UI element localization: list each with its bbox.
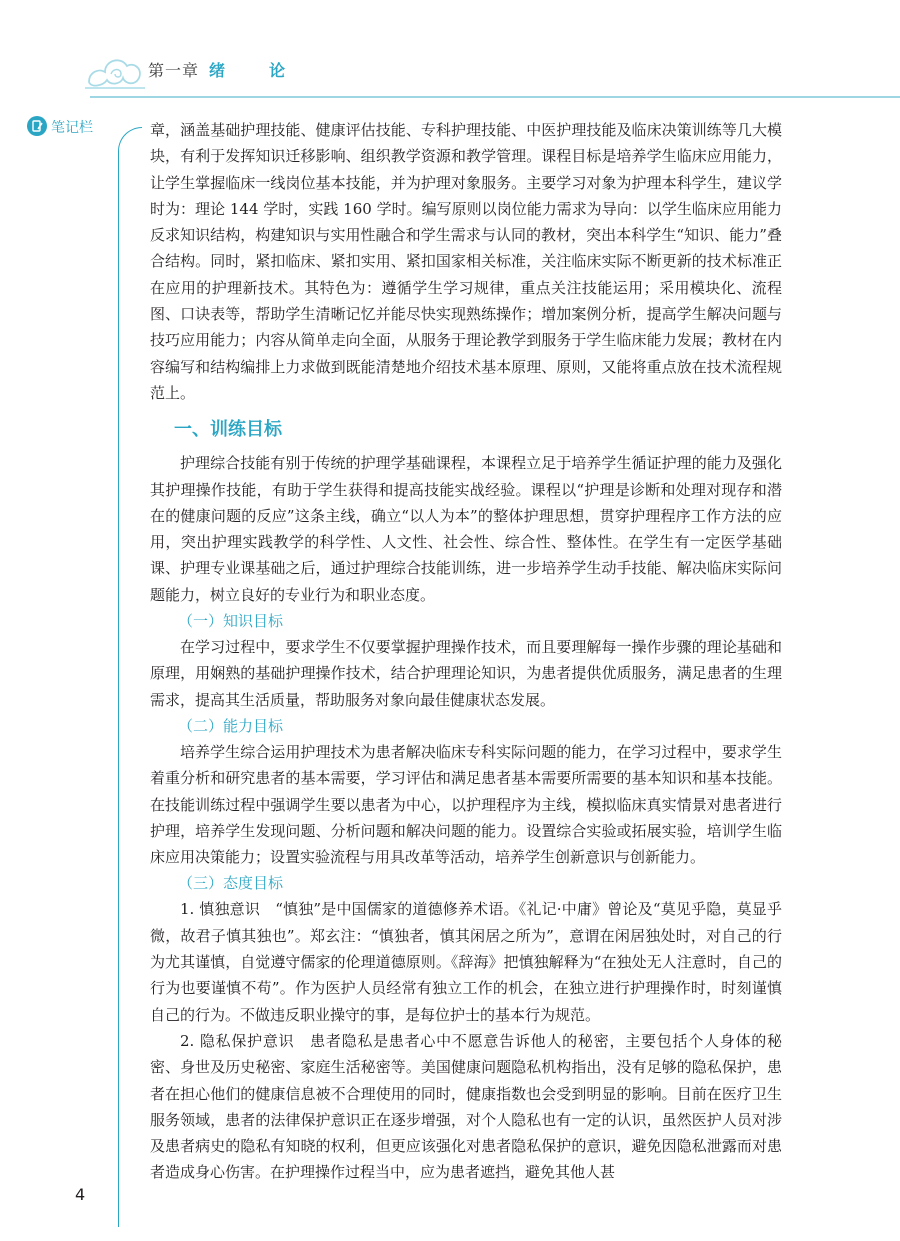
subsection-title-ability: （二）能力目标 — [178, 716, 284, 735]
attitude-item-2: 2. 隐私保护意识 患者隐私是患者心中不愿意告诉他人的秘密，主要包括个人身体的秘密、身世及历史秘密、家庭生活秘密等。美国健康问题隐私机构指出，没有足够的隐私保护，患者在担心他们的健康信息被不合理使用的同时，健康指数也会受到明显的影响。目前在医疗卫生服务领域，患者的法律保护意识正在逐步增强，对个人隐私也有一定的认识，虽然医护人员对涉及患者病史的隐私有知晓的权利，但更应该强化对患者隐私保护的意识，避免因隐私泄露而对患者造成身心伤害。在护理操作过程当中，应为患者遮挡，避免其他人甚 — [150, 1031, 782, 1182]
subsection-paragraph-ability: 培养学生综合运用护理技术为患者解决临床专科实际问题的能力，在学习过程中，要求学生着重分析和研究患者的基本需要，学习评估和满足患者基本需要所需要的基本知识和基本技能。在技能训练过程中强调学生要以患者为中心，以护理程序为主线，模拟临床真实情景对患者进行护理，培养学生发现问题、分析问题和解决问题的能力。设置综合实验或拓展实验，培训学生临床应用决策能力；设置实验流程与用具改革等活动，培养学生创新意识与创新能力。 — [150, 742, 782, 867]
attitude-item-1: 1. 慎独意识 “慎独”是中国儒家的道德修养术语。《礼记·中庸》曾论及“莫见乎隐，莫显乎微，故君子慎其独也”。郑玄注：“慎独者，慎其闲居之所为”，意谓在闲居独处时，对自己的行为尤其谨慎，自觉遵守儒家的伦理道德原则。《辞海》把慎独解释为“在独处无人注意时，自己的行为也要谨慎不苟”。作为医护人员经常有独立工作的机会，在独立进行护理操作时，时刻谨慎自己的行为。不做违反职业操守的事，是每位护士的基本行为规范。 — [150, 900, 782, 1024]
chapter-title: 绪 论 — [209, 61, 300, 80]
body-text — [150, 117, 782, 1186]
chapter-heading — [148, 58, 299, 81]
subsection-title-knowledge: （一）知识目标 — [178, 612, 284, 631]
section-title-training-goals: 一、训练目标 — [174, 419, 282, 441]
section-paragraph: 护理综合技能有别于传统的护理学基础课程，本课程立足于培养学生循证护理的能力及强化其护理操作技能，有助于学生获得和提高技能实战经验。课程以“护理是诊断和处理对现存和潜在的健康问题的反应”这条主线，确立“以人为本”的整体护理思想，贯穿护理程序工作方法的应用，突出护理实践教学的科学性、人文性、社会性、综合性、整体性。在学生有一定医学基础课、护理专业课基础之后，通过护理综合技能训练，进一步培养学生动手技能、解决临床实际问题能力，树立良好的专业行为和职业态度。 — [150, 454, 782, 604]
chapter-label: 第一章 — [148, 61, 200, 80]
subsection-title-attitude: （三）态度目标 — [178, 874, 284, 893]
notes-pencil-icon — [27, 116, 47, 136]
page-header — [0, 0, 900, 110]
page-number: 4 — [75, 1185, 86, 1204]
notes-margin-line — [118, 127, 142, 1227]
subsection-paragraph-knowledge: 在学习过程中，要求学生不仅要掌握护理操作技术，而且要理解每一操作步骤的理论基础和原理，用娴熟的基础护理操作技术，结合护理理论知识，为患者提供优质服务，满足患者的生理需求，提高其生活质量，帮助服务对象向最佳健康状态发展。 — [150, 638, 782, 709]
header-divider — [90, 96, 900, 98]
intro-paragraph: 章，涵盖基础护理技能、健康评估技能、专科护理技能、中医护理技能及临床决策训练等几大模块，有利于发挥知识迁移影响、组织教学资源和教学管理。课程目标是培养学生临床应用能力，让学生掌握临床一线岗位基本技能，并为护理对象服务。主要学习对象为护理本科学生，建议学时为：理论 144 学时，实践 160 学时。编写原则以岗位能力需求为导向：以学生临床应用能力反求知识结构，构建知识与实用性融合和学生需求与认同的教材，突出本科学生“知识、能力”叠合结构。同时，紧扣临床、紧扣实用、紧扣国家相关标准，关注临床实际不断更新的技术标准正在应用的护理新技术。其特色为：遵循学生学习规律，重点关注技能运用；采用模块化、流程图、口诀表等，帮助学生清晰记忆并能尽快实现熟练操作；增加案例分析，提高学生解决问题与技巧应用能力；内容从简单走向全面，从服务于理论教学到服务于学生临床能力发展；教材在内容编写和结构编排上力求做到既能清楚地介绍技术基本原理、原则，又能将重点放在技术流程规范上。 — [150, 121, 782, 402]
notes-column-label: 笔记栏 — [51, 120, 93, 136]
cloud-ornament-icon — [85, 42, 145, 90]
